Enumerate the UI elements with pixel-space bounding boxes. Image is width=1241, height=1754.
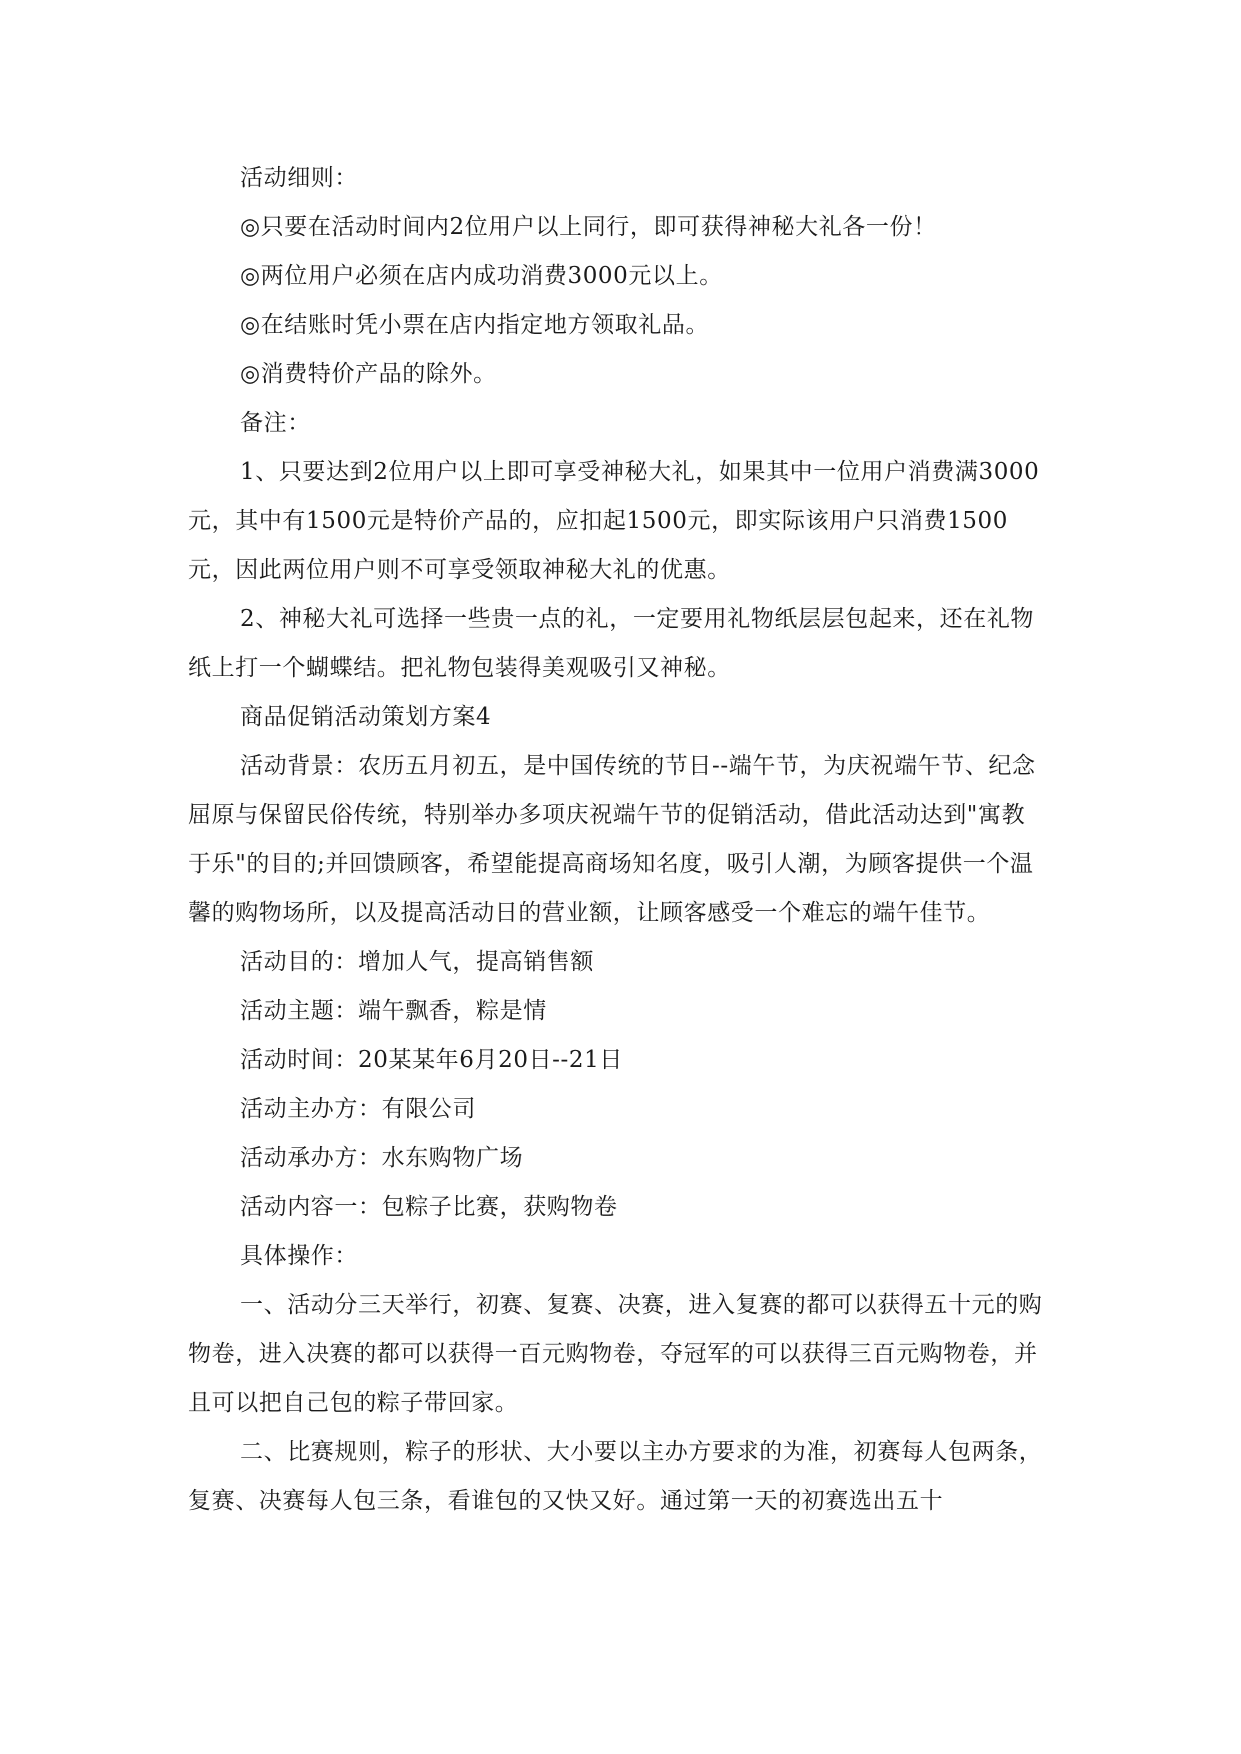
section-heading-notes: 备注： bbox=[240, 410, 311, 436]
operation-paragraph: 一、活动分三天举行，初赛、复赛、决赛，进入复赛的都可以获得五十元的购物卷，进入决赛的都可以获得一百元购物卷，夺冠军的可以获得三百元购物卷，并且可以把自己包的粽子带回家。 bbox=[188, 1292, 1043, 1416]
section-heading-operations: 具体操作： bbox=[240, 1243, 358, 1269]
document-body bbox=[188, 154, 1048, 1526]
rule-item: ◎两位用户必须在店内成功消费3000元以上。 bbox=[240, 263, 723, 289]
rule-item: ◎只要在活动时间内2位用户以上同行，即可获得神秘大礼各一份！ bbox=[240, 214, 937, 240]
operation-paragraph: 二、比赛规则，粽子的形状、大小要以主办方要求的为准，初赛每人包两条，复赛、决赛每人包三条，看谁包的又快又好。通过第一天的初赛选出五十 bbox=[188, 1439, 1043, 1514]
rule-item: ◎在结账时凭小票在店内指定地方领取礼品。 bbox=[240, 312, 710, 338]
rule-item: ◎消费特价产品的除外。 bbox=[240, 361, 497, 387]
activity-purpose: 活动目的：增加人气，提高销售额 bbox=[240, 949, 594, 975]
activity-content-one: 活动内容一：包粽子比赛，获购物卷 bbox=[240, 1194, 618, 1220]
activity-background: 活动背景：农历五月初五，是中国传统的节日--端午节，为庆祝端午节、纪念屈原与保留民俗传统，特别举办多项庆祝端午节的促销活动，借此活动达到"寓教于乐"的目的;并回馈顾客，希望能提高商场知名度，吸引人潮，为顾客提供一个温馨的购物场所，以及提高活动日的营业额，让顾客感受一个难忘的端午佳节。 bbox=[188, 753, 1036, 926]
activity-undertaker: 活动承办方：水东购物广场 bbox=[240, 1145, 524, 1171]
activity-time: 活动时间：20某某年6月20日--21日 bbox=[240, 1047, 623, 1073]
section-heading-activity-rules: 活动细则： bbox=[240, 165, 358, 191]
plan-title: 商品促销活动策划方案4 bbox=[240, 704, 492, 730]
activity-theme: 活动主题：端午飘香，粽是情 bbox=[240, 998, 547, 1024]
note-paragraph: 1、只要达到2位用户以上即可享受神秘大礼，如果其中一位用户消费满3000元，其中有1500元是特价产品的，应扣起1500元，即实际该用户只消费1500元，因此两位用户则不可享受领取神秘大礼的优惠。 bbox=[188, 459, 1040, 583]
note-paragraph: 2、神秘大礼可选择一些贵一点的礼，一定要用礼物纸层层包起来，还在礼物纸上打一个蝴蝶结。把礼物包装得美观吸引又神秘。 bbox=[188, 606, 1035, 681]
activity-organizer: 活动主办方：有限公司 bbox=[240, 1096, 476, 1122]
